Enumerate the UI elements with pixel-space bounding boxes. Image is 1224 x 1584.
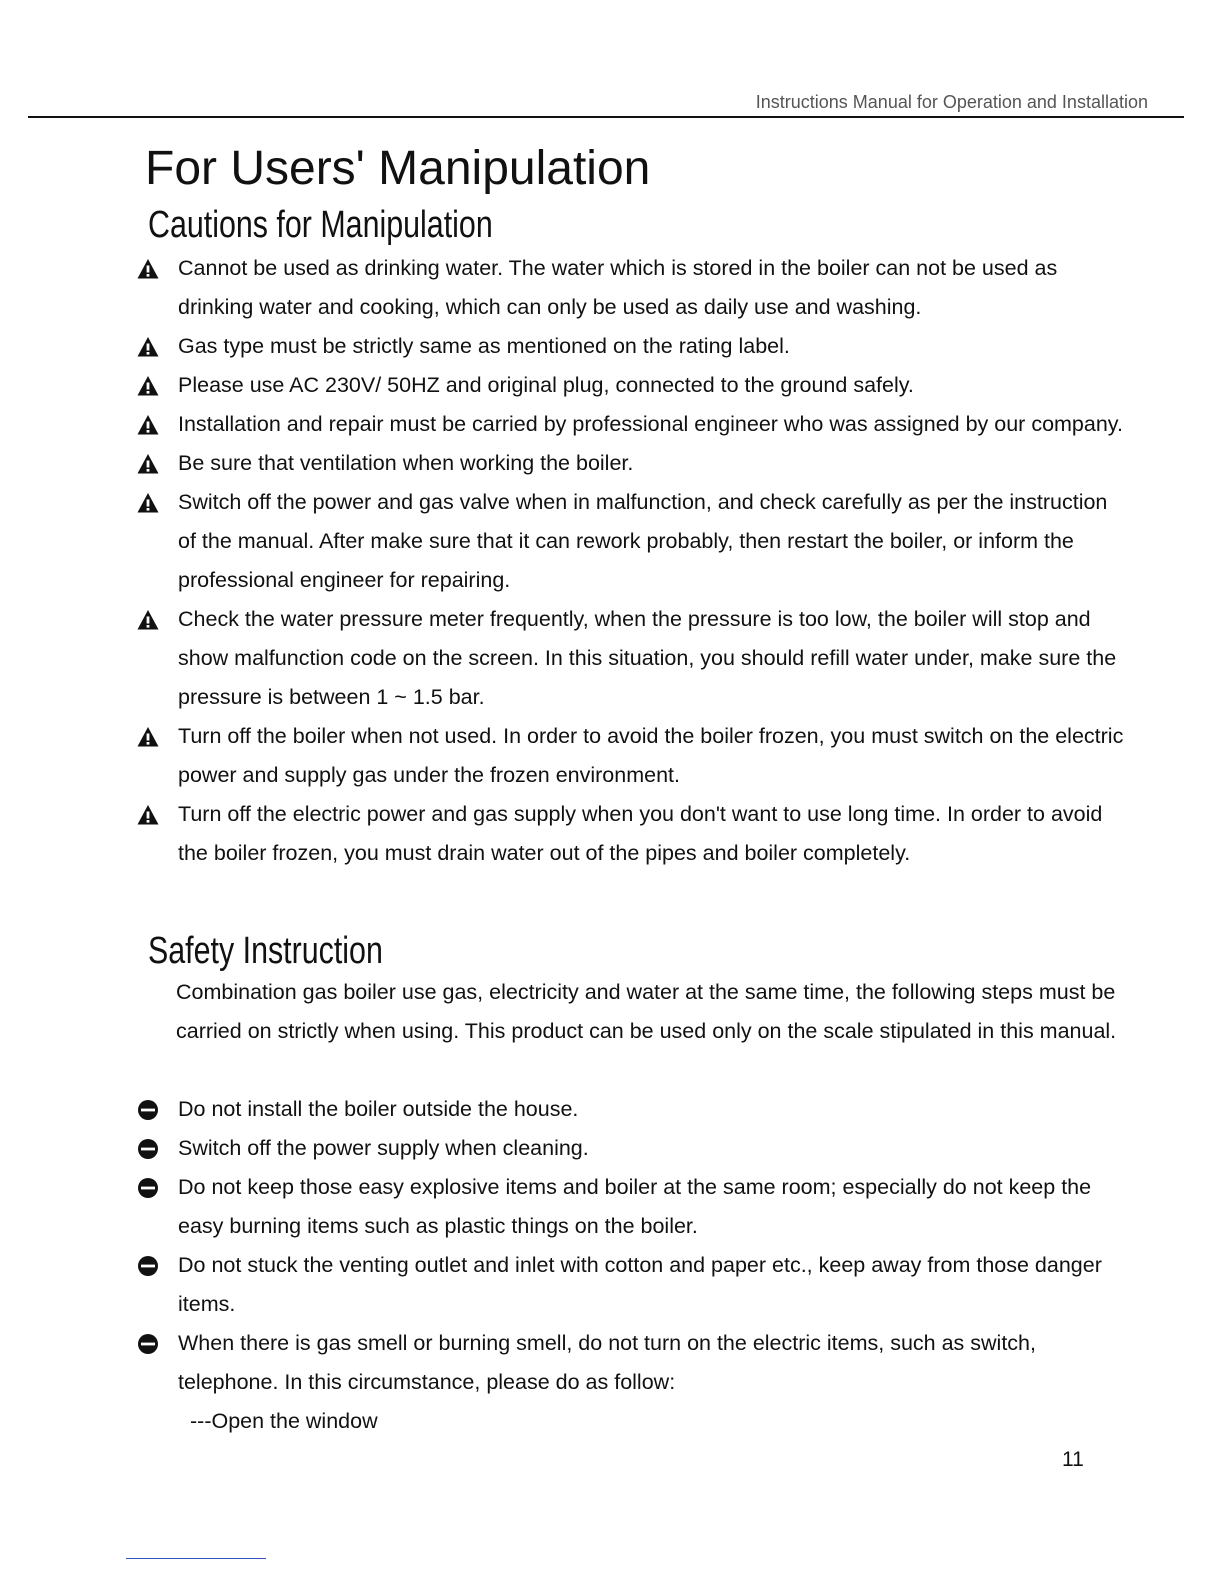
caution-item-text: Please use AC 230V/ 50HZ and original plug, connected to the ground safely. (178, 373, 914, 397)
caution-item-text: Be sure that ventilation when working the boiler. (178, 451, 634, 475)
warning-triangle-icon (137, 492, 159, 514)
safety-item-text: Do not install the boiler outside the house. (178, 1097, 579, 1121)
prohibition-icon (137, 1255, 159, 1277)
warning-triangle-icon (137, 726, 159, 748)
running-header: Instructions Manual for Operation and Installation (755, 92, 1148, 112)
warning-triangle-icon (137, 804, 159, 826)
caution-item-text: Installation and repair must be carried by professional engineer who was assigned by our company. (178, 412, 1123, 436)
caution-item (0, 795, 1224, 873)
safety-item-text: Do not stuck the venting outlet and inlet with cotton and paper etc., keep away from those danger items. (178, 1253, 1102, 1316)
safety-item-text: Do not keep those easy explosive items and boiler at the same room; especially do not keep the easy burning items such as plastic things on the boiler. (178, 1175, 1092, 1238)
caution-item-text: Switch off the power and gas valve when in malfunction, and check carefully as per the instruction of the manual. After make sure that it can rework probably, then restart the boiler, or inform the professional engineer for repairing. (178, 490, 1108, 592)
caution-item-text: Gas type must be strictly same as mentioned on the rating label. (178, 334, 790, 358)
safety-item-text: When there is gas smell or burning smell, do not turn on the electric items, such as switch, telephone. In this circumstance, please do as follow: (178, 1331, 1036, 1394)
caution-item-text: Turn off the boiler when not used. In order to avoid the boiler frozen, you must switch on the electric power and supply gas under the frozen environment. (178, 724, 1124, 787)
page-title: For Users' Manipulation (145, 142, 651, 195)
safety-item (0, 1246, 1224, 1324)
caution-item-text: Cannot be used as drinking water. The water which is stored in the boiler can not be used as drinking water and cooking, which can only be used as daily use and washing. (178, 256, 1058, 319)
sub-step-open-window: ---Open the window (190, 1409, 378, 1433)
caution-item (0, 600, 1224, 717)
cautions-list (0, 249, 1224, 873)
safety-item (0, 1129, 1224, 1168)
safety-item (0, 1168, 1224, 1246)
prohibition-icon (137, 1138, 159, 1160)
warning-triangle-icon (137, 258, 159, 280)
header-rule (28, 116, 1184, 118)
prohibition-icon (137, 1177, 159, 1199)
caution-item (0, 444, 1224, 483)
warning-triangle-icon (137, 336, 159, 358)
caution-item-text: Turn off the electric power and gas supply when you don't want to use long time. In order to avoid the boiler frozen, you must drain water out of the pipes and boiler completely. (178, 802, 1103, 865)
caution-item (0, 366, 1224, 405)
warning-triangle-icon (137, 609, 159, 631)
prohibition-icon (137, 1333, 159, 1355)
safety-heading: Safety Instruction (148, 930, 383, 972)
safety-item-text: Switch off the power supply when cleaning. (178, 1136, 589, 1160)
caution-item (0, 483, 1224, 600)
caution-item (0, 405, 1224, 444)
safety-list (0, 1090, 1224, 1402)
warning-triangle-icon (137, 414, 159, 436)
caution-item-text: Check the water pressure meter frequently, when the pressure is too low, the boiler will stop and show malfunction code on the screen. In this situation, you should refill water under, make sure the pressure is between 1 ~ 1.5 bar. (178, 607, 1117, 709)
safety-item (0, 1090, 1224, 1129)
cautions-heading: Cautions for Manipulation (148, 204, 493, 246)
caution-item (0, 327, 1224, 366)
caution-item (0, 249, 1224, 327)
footer-rule (126, 1558, 266, 1559)
caution-item (0, 717, 1224, 795)
warning-triangle-icon (137, 453, 159, 475)
safety-intro: Combination gas boiler use gas, electricity and water at the same time, the following steps must be carried on strictly when using. This product can be used only on the scale stipulated in this manual. (176, 980, 1117, 1043)
warning-triangle-icon (137, 375, 159, 397)
safety-item (0, 1324, 1224, 1402)
page-number: 11 (1062, 1448, 1084, 1471)
prohibition-icon (137, 1099, 159, 1121)
